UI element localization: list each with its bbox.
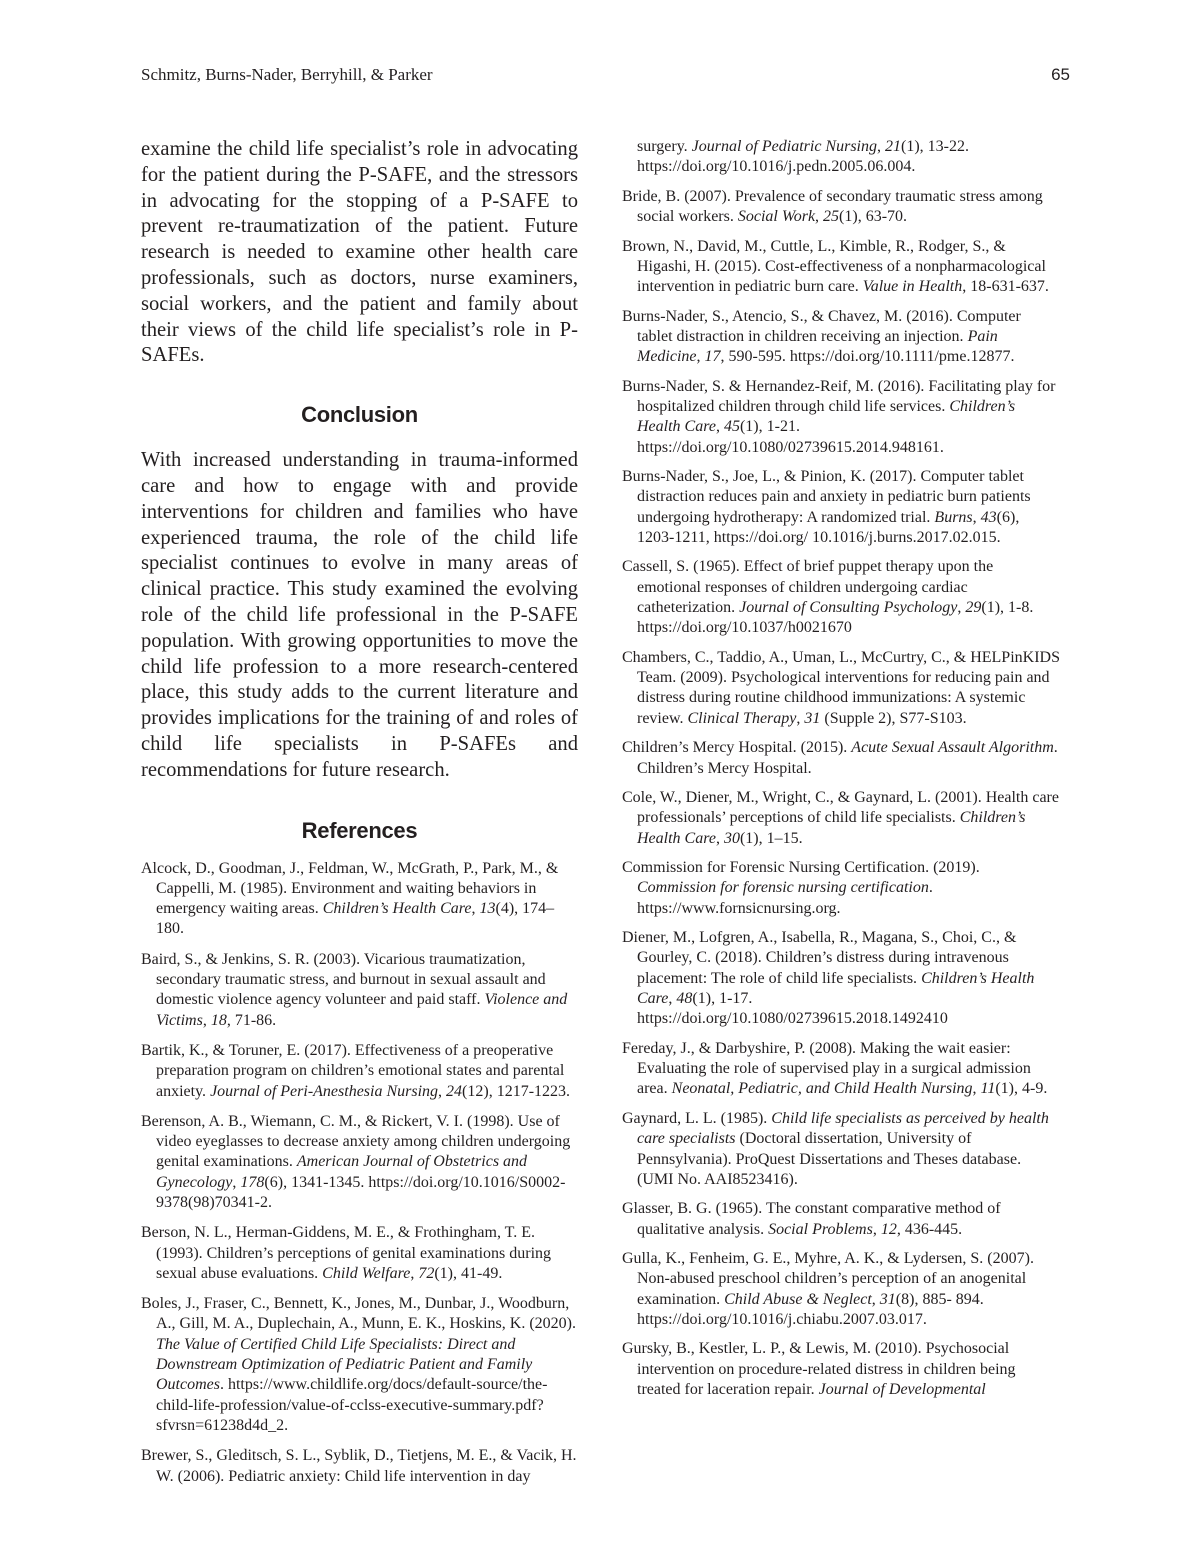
reference-volume: 29	[965, 599, 982, 617]
reference-text: Brown, N., David, M., Cuttle, L., Kimble, R., Rodger, S., & Higashi, H. (2015). Cost-effectiveness of a nonpharmacological intervention in pediatric burn care.	[622, 237, 1046, 296]
reference-text: ,	[410, 1264, 419, 1282]
reference-text: ,	[796, 709, 805, 727]
reference-source: Child life specialists as perceived by health care specialists	[637, 1109, 1049, 1148]
reference-text: Berenson, A. B., Wiemann, C. M., & Rickert, V. I. (1998). Use of video eyeglasses to decrease anxiety among children undergoing genital examinations.	[141, 1112, 571, 1171]
reference-text: Children’s Mercy Hospital. (2015).	[622, 739, 852, 757]
reference-text: . https://www.childlife.org/docs/default-source/the-child-life-profession/value-of-cclss-executive-summary.pdf?sfvrsn=61238d4d_2.	[156, 1376, 548, 1434]
reference-text: ,	[202, 1011, 211, 1029]
reference-text: Cole, W., Diener, M., Wright, C., & Gaynard, L. (2001). Health care professionals’ perceptions of child life specialists.	[622, 789, 1059, 827]
reference-volume: 12	[880, 1220, 897, 1238]
reference-source: Children’s Health Care	[637, 809, 1026, 847]
reference-volume: 48	[676, 990, 693, 1008]
reference-volume: 30	[723, 829, 740, 847]
reference-entry	[141, 1446, 578, 1487]
reference-source: Commission for forensic nursing certification	[637, 879, 929, 897]
reference-volume: 43	[980, 508, 997, 526]
reference-text: (Doctoral dissertation, University of Pennsylvania). ProQuest Dissertations and Theses database. (UMI No. AAI8523416).	[637, 1130, 1022, 1188]
reference-entry	[622, 788, 1060, 849]
reference-entry	[622, 137, 1060, 178]
reference-text: (1), 1-17. https://doi.org/10.1080/02739615.2018.1492410	[637, 990, 948, 1028]
reference-text: Burns-Nader, S. & Hernandez-Reif, M. (2016). Facilitating play for hospitalized children through child life services.	[622, 377, 1056, 416]
reference-source: The Value of Certified Child Life Specialists: Direct and Downstream Optimization of Pediatric Patient and Family Outcomes	[156, 1335, 533, 1394]
reference-source: Children’s Health Care	[637, 398, 1016, 436]
reference-text: Fereday, J., & Darbyshire, P. (2008). Making the wait easier: Evaluating the role of supervised play in a surgical admission area.	[622, 1039, 1031, 1098]
reference-text: ,	[696, 348, 705, 366]
reference-text: ,	[872, 1220, 881, 1238]
reference-text: ,	[471, 900, 480, 918]
reference-entry	[622, 187, 1060, 228]
reference-entry	[622, 1339, 1060, 1400]
reference-entry	[622, 1249, 1060, 1330]
reference-entry	[622, 237, 1060, 298]
reference-source: Value in Health	[862, 278, 963, 296]
reference-text: Brewer, S., Gleditsch, S. L., Syblik, D., Tietjens, M. E., & Vacik, H. W. (2006). Pediatric anxiety: Child life intervention in day	[141, 1447, 577, 1485]
reference-text: Burns-Nader, S., Joe, L., & Pinion, K. (2017). Computer tablet distraction reduces pain and anxiety in pediatric burn patients undergoing hydrotherapy: A randomized trial.	[622, 468, 1031, 526]
reference-text: Gulla, K., Fenheim, G. E., Myhre, A. K., & Lydersen, S. (2007). Non-abused preschool children’s perception of an anogenital examination.	[622, 1250, 1034, 1308]
reference-text: Boles, J., Fraser, C., Bennett, K., Jones, M., Dunbar, J., Woodburn, A., Gill, M. A., Duplechain, A., Munn, E. K., Hoskins, K. (2020).	[141, 1295, 576, 1333]
reference-entry	[622, 1199, 1060, 1240]
reference-source: Journal of Consulting Psychology	[739, 599, 958, 617]
reference-entry	[141, 859, 578, 940]
reference-text: (6), 1341-1345. https://doi.org/10.1016/S0002-9378(98)70341-2.	[156, 1173, 566, 1211]
reference-text: (1), 41-49.	[434, 1264, 503, 1282]
reference-text: . https://www.fornsicnursing.org.	[637, 879, 933, 917]
reference-text: (4), 174–180.	[156, 900, 555, 938]
reference-volume: 25	[823, 208, 840, 226]
reference-entry	[622, 1039, 1060, 1100]
reference-text: ,	[438, 1082, 447, 1100]
reference-text: Bride, B. (2007). Prevalence of secondary traumatic stress among social workers.	[622, 187, 1043, 226]
reference-entry	[622, 557, 1060, 638]
reference-text: Berson, N. L., Herman-Giddens, M. E., & Frothingham, T. E. (1993). Children’s perceptions of genital examinations during sexual abuse evaluations.	[141, 1224, 552, 1282]
reference-source: Clinical Therapy	[687, 709, 797, 727]
reference-volume: 31	[879, 1290, 896, 1308]
reference-source: Journal of Developmental	[818, 1381, 986, 1399]
reference-entry	[141, 1112, 578, 1213]
reference-text: ,	[957, 599, 966, 617]
reference-entry	[141, 950, 578, 1031]
reference-source: Social Work	[737, 208, 816, 226]
reference-text: ,	[668, 990, 677, 1008]
reference-volume: 45	[723, 418, 740, 436]
references-list-left	[141, 859, 578, 1487]
reference-source: American Journal of Obstetrics and Gynecology	[156, 1153, 528, 1191]
reference-text: (1), 1-8. https://doi.org/10.1037/h0021670	[637, 599, 1034, 637]
reference-source: Violence and Victims	[156, 991, 568, 1029]
reference-text: (1), 4-9.	[995, 1080, 1048, 1098]
reference-source: Journal of Peri-Anesthesia Nursing	[210, 1082, 439, 1100]
reference-text: (1), 1–15.	[739, 829, 803, 847]
reference-source: Social Problems	[768, 1220, 873, 1238]
reference-text: (6), 1203-1211, https://doi.org/ 10.1016/j.burns.2017.02.015.	[637, 508, 1020, 546]
reference-source: Child Abuse & Neglect	[724, 1290, 872, 1308]
reference-source: Neonatal, Pediatric, and Child Health Nursing	[671, 1080, 973, 1098]
reference-text: Diener, M., Lofgren, A., Isabella, R., Magana, S., Choi, C., & Gourley, C. (2018). Children’s distress during intravenous placement: The role of child life specialists.	[622, 929, 1017, 987]
conclusion-heading: Conclusion	[301, 402, 418, 428]
reference-text: , 71-86.	[226, 1011, 277, 1029]
reference-entry	[622, 467, 1060, 548]
reference-text: ,	[815, 208, 824, 226]
reference-text: Bartik, K., & Toruner, E. (2017). Effectiveness of a preoperative preparation program on children’s emotional states and parental anxiety.	[141, 1041, 565, 1100]
reference-entry	[141, 1294, 578, 1436]
reference-volume: 21	[884, 138, 901, 155]
reference-text: . Children’s Mercy Hospital.	[637, 739, 1058, 777]
reference-volume: 13	[479, 900, 496, 918]
reference-text: ,	[972, 1080, 981, 1098]
reference-text: Chambers, C., Taddio, A., Uman, L., McCurtry, C., & HELPinKIDS Team. (2009). Psychological interventions for reducing pain and distress during routine childhood immunizations: A systemic review.	[622, 648, 1060, 727]
reference-volume: 178	[240, 1173, 265, 1191]
reference-volume: 24	[446, 1082, 463, 1100]
reference-text: Baird, S., & Jenkins, S. R. (2003). Vicarious traumatization, secondary traumatic stress, and burnout in sexual assault and domestic violence agency volunteer and paid staff.	[141, 950, 546, 1009]
reference-volume: 11	[980, 1080, 996, 1098]
reference-entry	[622, 738, 1060, 779]
reference-text: surgery.	[637, 138, 692, 155]
reference-volume: 72	[418, 1264, 435, 1282]
reference-entry	[622, 1109, 1060, 1190]
reference-volume: 18	[210, 1011, 227, 1029]
reference-text: (1), 13-22. https://doi.org/10.1016/j.pedn.2005.06.004.	[637, 138, 969, 176]
reference-text: (1), 63-70.	[839, 208, 908, 226]
reference-text: ,	[972, 508, 981, 526]
conclusion-paragraph: With increased understanding in trauma-informed care and how to engage with and provide interventions for children and families who have experienced trauma, the role of the child life specialist continues to evolve in many areas of clinical practice. This study examined the evolving role of the child life professional in the P-SAFE population. With growing opportunities to move the child life profession to a more research-centered place, this study adds to the current literature and provides implications for the training of and roles of child life specialists in P-SAFEs and recommendations for future research.	[141, 449, 578, 781]
reference-text: , 590-595. https://doi.org/10.1111/pme.12877.	[720, 348, 1015, 366]
reference-text: Glasser, B. G. (1965). The constant comparative method of qualitative analysis.	[622, 1200, 1001, 1238]
reference-entry	[622, 858, 1060, 919]
reference-volume: 17	[704, 348, 721, 366]
reference-text: (12), 1217-1223.	[462, 1082, 571, 1100]
reference-entry	[622, 307, 1060, 368]
reference-source: Children’s Health Care	[322, 900, 472, 918]
reference-entry	[141, 1041, 578, 1102]
reference-source: Acute Sexual Assault Algorithm	[851, 739, 1054, 757]
reference-text: (Supple 2), S77-S103.	[820, 709, 967, 727]
reference-text: Commission for Forensic Nursing Certification. (2019).	[622, 859, 980, 877]
left-column	[141, 137, 578, 1497]
reference-text: ,	[232, 1173, 241, 1191]
right-column	[622, 137, 1060, 1410]
intro-paragraph: examine the child life specialist’s role in advocating for the patient during the P-SAFE, and the stressors in advocating for the stopping of a P-SAFE to prevent re-traumatization of the patient. Future research is needed to examine other health care professionals, such as doctors, nurse examiners, social workers, and the patient and family about their views of the child life specialist’s role in P-SAFEs.	[141, 138, 578, 367]
references-heading: References	[301, 817, 418, 843]
reference-text: , 436-445.	[896, 1220, 963, 1238]
reference-text: ,	[876, 138, 885, 155]
reference-entry	[622, 928, 1060, 1029]
reference-text: ,	[715, 418, 724, 436]
reference-source: Journal of Pediatric Nursing	[691, 138, 877, 155]
reference-text: ,	[871, 1290, 880, 1308]
reference-source: Child Welfare	[322, 1264, 411, 1282]
page-number: 65	[1051, 65, 1070, 84]
reference-text: (1), 1-21. https://doi.org/10.1080/02739615.2014.948161.	[637, 418, 944, 456]
reference-text: , 18-631-637.	[962, 278, 1049, 296]
reference-text: Cassell, S. (1965). Effect of brief puppet therapy upon the emotional responses of children undergoing cardiac catheterization.	[622, 558, 994, 617]
reference-source: Children’s Health Care	[637, 969, 1035, 1008]
references-list-right	[622, 137, 1060, 1400]
reference-text: Burns-Nader, S., Atencio, S., & Chavez, M. (2016). Computer tablet distraction in children receiving an injection.	[622, 307, 1021, 345]
reference-entry	[622, 648, 1060, 729]
reference-source: Burns	[934, 508, 973, 526]
reference-entry	[141, 1223, 578, 1284]
reference-text: Gaynard, L. L. (1985).	[622, 1109, 772, 1127]
reference-text: Alcock, D., Goodman, J., Feldman, W., McGrath, P., Park, M., & Cappelli, M. (1985). Environment and waiting behaviors in emergency waiting areas.	[141, 859, 559, 918]
reference-text: ,	[715, 829, 724, 847]
reference-entry	[622, 377, 1060, 458]
reference-source: Pain Medicine	[637, 327, 998, 366]
reference-text: Gursky, B., Kestler, L. P., & Lewis, M. (2010). Psychosocial intervention on procedure-related distress in children being treated for laceration repair.	[622, 1340, 1016, 1399]
running-header-authors: Schmitz, Burns-Nader, Berryhill, & Parker	[141, 65, 433, 84]
reference-volume: 31	[804, 709, 821, 727]
reference-text: (8), 885- 894. https://doi.org/10.1016/j.chiabu.2007.03.017.	[637, 1290, 984, 1328]
